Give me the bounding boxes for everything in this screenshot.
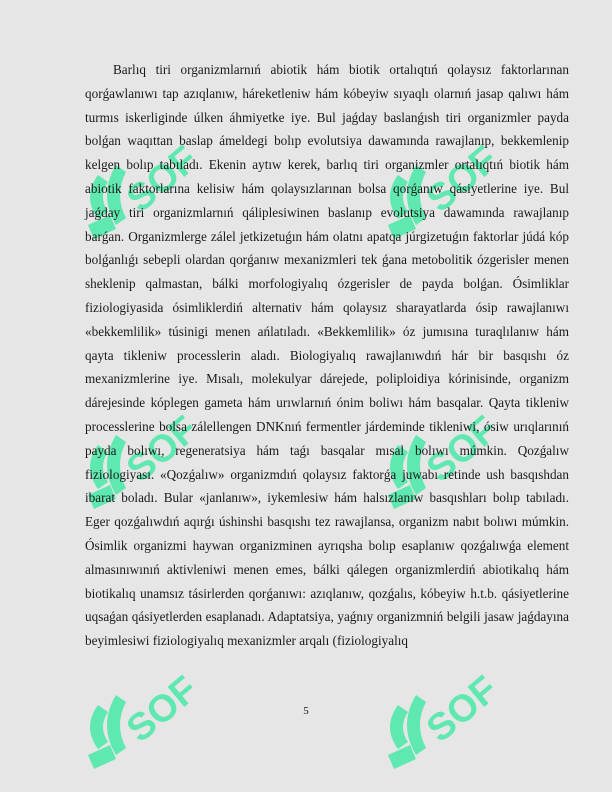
watermark-logo (68, 650, 198, 792)
svg-text:SOF: SOF (119, 668, 198, 751)
body-paragraph: Barlıq tiri organizmlarnıń abiotik hám biotik ortalıqtıń qolaysız faktorlarınan qorǵawlanıwı tap azıqlanıw, háreketleniw hám kóbeyiw sıyaqlı olarnıń jasap qalıwı hám turmıs iskerliginde úlken áhmiyetke iye. Bul jaǵday baslanǵısh tiri organizmler payda bolǵan waqıttan baslap ámeldegi bolıp evolutsiya dawamında rawajlanıp, bekkemlenip kelgen bolıp tabıladı. Ekenin aytıw kerek, barlıq tiri organizmler ortalıqtıń biotik hám abiotik faktorlarına kelisiw hám qolaysızlarınan bolsa qorǵanıw qásiyetlerine iye. Bul jaǵday tiri organizmlarnıń qáliplesiwinen baslanıp evolutsiya dawamında rawajlanıp barǵan. Organizmlerge zálel jetkizetuǵın hám olatnı apatqa júrgizetuǵın faktorlar júdá kóp bolǵanlıǵı sebepli olardan qorǵanıw mexanizmleri tek ǵana metobolitik ózgerisler menen sheklenip qalmastan, bálki morfologiyalıq ózgerisler de payda bolǵan. Ósimliklar fiziologiyasida ósimliklerdiń alternativ hám qolaysız sharayatlarda ósip rawajlanıwı «bekkemlilik» túsinigi menen ańlatıladı. «Bekkemlilik» óz jumısına turaqlılanıw hám qayta tikleniw processlerin aladı. Biologiyalıq rawajlanıwdıń hár bir basqıshı óz mexanizmlerine iye. Mısalı, molekulyar dárejede, poliploidiya kórinisinde, organizm dárejesinde kóplegen gameta hám urıwlarnıń ónim boliwı hám basqalar. Qayta tikleniw processlerine bolsa zálellengen DNKnıń fermentler járdeminde tikleniwi, ósiw urıqlarınıń payda bolıwı, regeneratsiya hám taǵı basqalar mısal bolıwı múmkin. Qozǵalıw fiziologiyası. «Qozǵalıw» organizmdıń qolaysız faktorǵa juwabı retinde ush basqıshdan ibarat boladı. Bular «janlanıw», iykemlesiw hám halsızlanıw basqıshları bolıp tabıladı. Eger qozǵalıwdıń aqırǵı úshinshi basqıshı tez rawajlansa, organizm nabıt bolıwı múmkin. Ósimlik organizmi haywan organizminen ayrıqsha bolıp esaplanıw qozǵalıwǵa element almasınıwınıń aktivleniwi menen emes, bálki qálegen organizmlerdiń abiotikalıq hám biotikalıq unamsız tásirlerden qorǵanıwı: azıqlanıw, qozǵalıs, kóbeyiw h.t.b. qásiyetlerine uqsaǵan qásiyetlerden esaplanadı. Adaptatsiya, yaǵnıy organizmniń belgili jasaw jaǵdayına beyimlesiwi fiziologiyalıq mexanizmler arqalı (fiziologiyalıq (85, 62, 569, 649)
svg-text:SOF: SOF (419, 668, 498, 751)
svg-text:SOF: SOF (419, 138, 498, 221)
svg-text:SOF: SOF (119, 138, 198, 221)
page-number: 5 (303, 705, 309, 717)
svg-text:SOF: SOF (119, 408, 198, 491)
watermark-logo (368, 650, 498, 792)
svg-text:SOF: SOF (419, 408, 498, 491)
